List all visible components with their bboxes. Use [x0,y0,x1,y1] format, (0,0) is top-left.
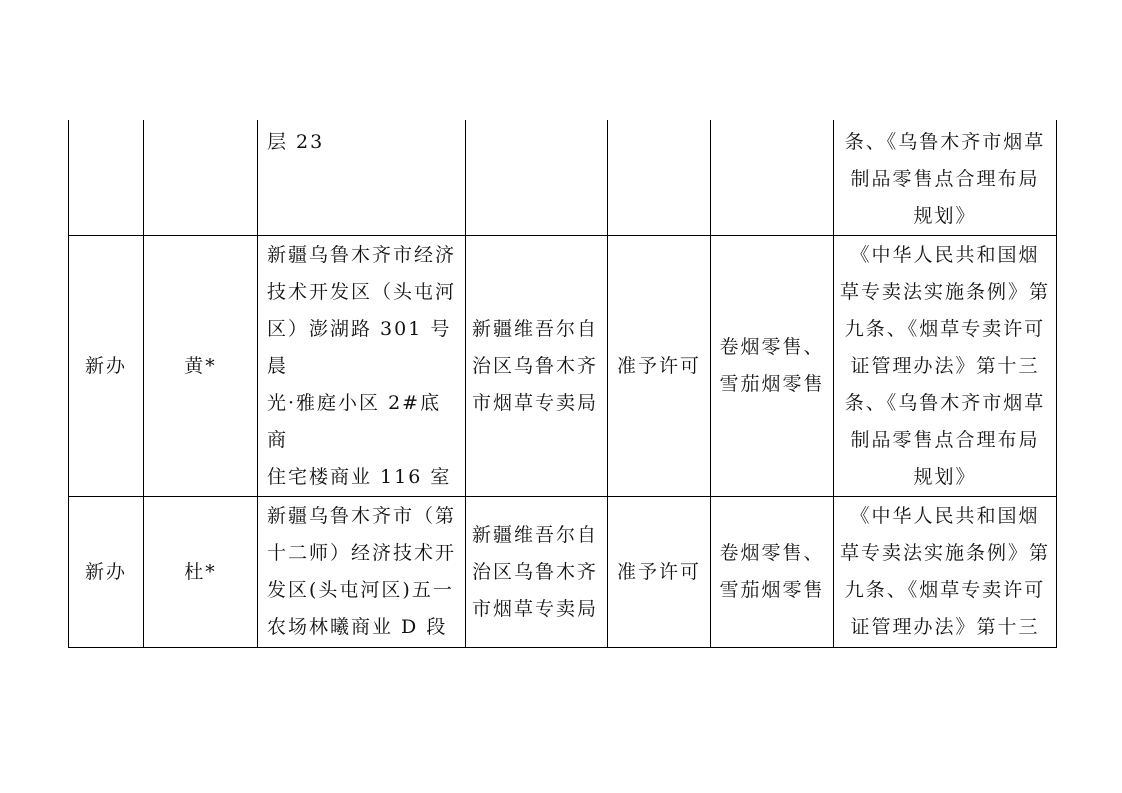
row-basis-cell: 《中华人民共和国烟 草专卖法实施条例》第 九条、《烟草专卖许可 证管理办法》第十三 [834,497,1057,648]
table-row [69,236,1057,497]
row-type-cell: 新办 [69,236,144,497]
row-type-cell [69,120,144,236]
row-scope-cell: 卷烟零售、 雪茄烟零售 [711,236,834,497]
row-authority-cell [466,120,608,236]
row-address-cell: 新疆乌鲁木齐市（第 十二师）经济技术开 发区(头屯河区)五一 农场林曦商业 D 段 [258,497,466,648]
row-address-cell: 层 23 [258,120,466,236]
table-row [69,120,1057,236]
row-decision-cell: 准予许可 [608,236,711,497]
row-scope-cell: 卷烟零售、 雪茄烟零售 [711,497,834,648]
row-name-cell: 杜* [144,497,258,648]
row-scope-cell [711,120,834,236]
row-name-cell [144,120,258,236]
row-type-cell: 新办 [69,497,144,648]
row-address-cell: 新疆乌鲁木齐市经济 技术开发区（头屯河 区）澎湖路 301 号晨 光·雅庭小区 2#底商 住宅楼商业 116 室 [258,236,466,497]
row-authority-cell: 新疆维吾尔自 治区乌鲁木齐 市烟草专卖局 [466,236,608,497]
row-basis-cell: 《中华人民共和国烟 草专卖法实施条例》第 九条、《烟草专卖许可 证管理办法》第十三 条、《乌鲁木齐市烟草 制品零售点合理布局 规划》 [834,236,1057,497]
row-decision-cell [608,120,711,236]
license-table [68,120,1057,648]
row-authority-cell: 新疆维吾尔自 治区乌鲁木齐 市烟草专卖局 [466,497,608,648]
row-basis-cell: 条、《乌鲁木齐市烟草 制品零售点合理布局 规划》 [834,120,1057,236]
row-name-cell: 黄* [144,236,258,497]
table-row [69,497,1057,648]
row-decision-cell: 准予许可 [608,497,711,648]
